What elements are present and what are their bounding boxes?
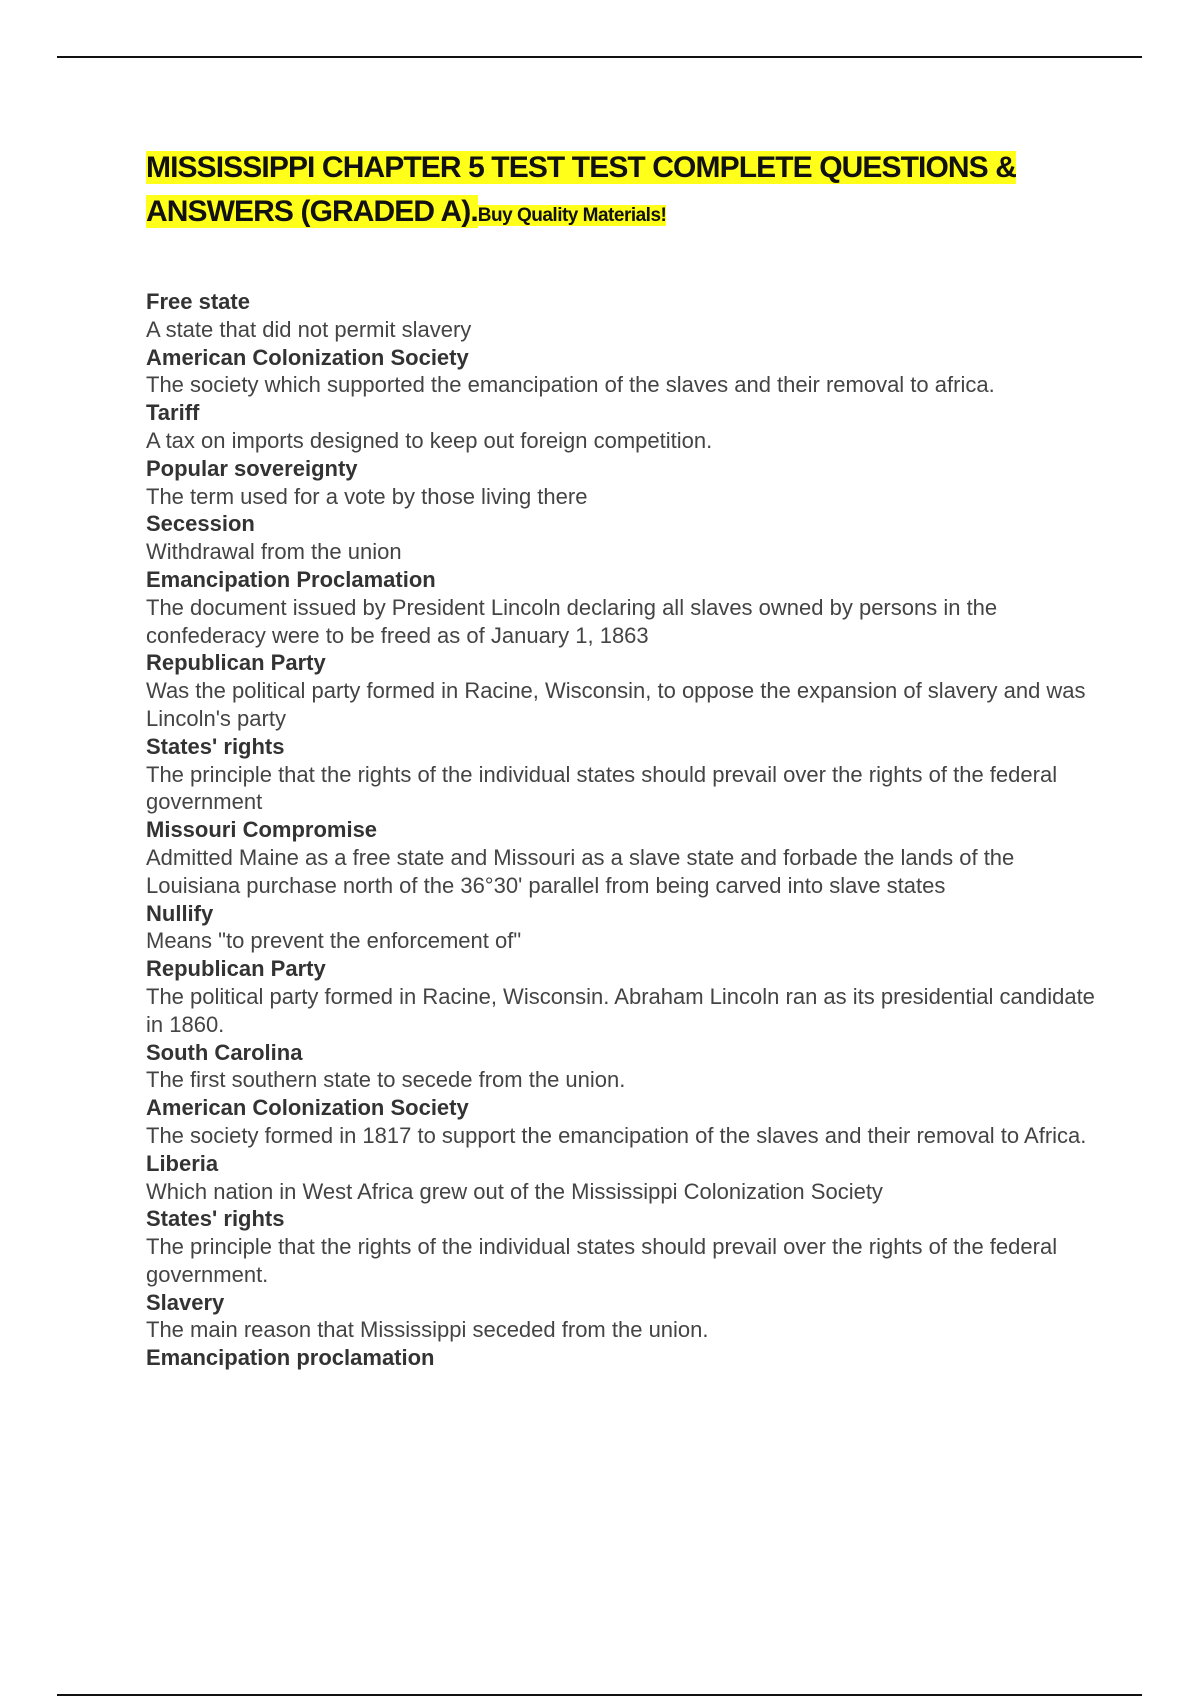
title-text: MISSISSIPPI CHAPTER 5 TEST TEST COMPLETE QUESTIONS & ANSWERS (GRADED A). [146,151,1016,228]
document-title [146,146,1106,238]
term: Republican Party [146,650,326,676]
definition: A tax on imports designed to keep out foreign competition. [146,427,713,453]
header-rule [57,56,1142,58]
term: Liberia [146,1150,219,1176]
definition: Which nation in West Africa grew out of the Mississippi Colonization Society [146,1178,883,1204]
term: Tariff [146,400,200,426]
definition: Means "to prevent the enforcement of" [146,928,522,954]
term: American Colonization Society [146,1095,469,1121]
definition: Withdrawal from the union [146,539,402,565]
term: States' rights [146,1206,285,1232]
term: Emancipation Proclamation [146,566,436,592]
definition: The term used for a vote by those living there [146,483,588,509]
term: American Colonization Society [146,344,469,370]
definition: The principle that the rights of the individual states should prevail over the rights of the federal government [146,761,1058,815]
term: Popular sovereignty [146,455,358,481]
term: Free state [146,289,250,314]
term: Nullify [146,900,214,926]
term: States' rights [146,733,285,759]
term: Missouri Compromise [146,817,378,843]
definition: The principle that the rights of the individual states should prevail over the rights of the federal government. [146,1234,1058,1287]
term: Republican Party [146,956,326,982]
subtitle-text: Buy Quality Materials! [477,205,667,226]
definition: A state that did not permit slavery [146,316,472,342]
qa-list [146,288,1106,1372]
term: Slavery [146,1289,225,1315]
definition: Admitted Maine as a free state and Missouri as a slave state and forbade the lands of the Louisiana purchase north of the 36°30' parallel from being carved into slave states [146,844,1015,898]
definition: The first southern state to secede from the union. [146,1067,626,1093]
definition: The society formed in 1817 to support the emancipation of the slaves and their removal to Africa. [146,1122,1087,1148]
definition: The society which supported the emancipation of the slaves and their removal to africa. [146,372,995,398]
definition: The main reason that Mississippi seceded from the union. [146,1317,709,1343]
term: South Carolina [146,1039,303,1065]
term: Secession [146,511,255,537]
term: Emancipation proclamation [146,1345,435,1371]
definition: Was the political party formed in Racine, Wisconsin, to oppose the expansion of slavery and was Lincoln's party [146,678,1086,731]
definition: The document issued by President Lincoln declaring all slaves owned by persons in the confederacy were to be freed as of January 1, 1863 [146,594,998,648]
definition: The political party formed in Racine, Wisconsin. Abraham Lincoln ran as its presidential candidate in 1860. [146,983,1095,1037]
footer-rule [57,1694,1142,1696]
